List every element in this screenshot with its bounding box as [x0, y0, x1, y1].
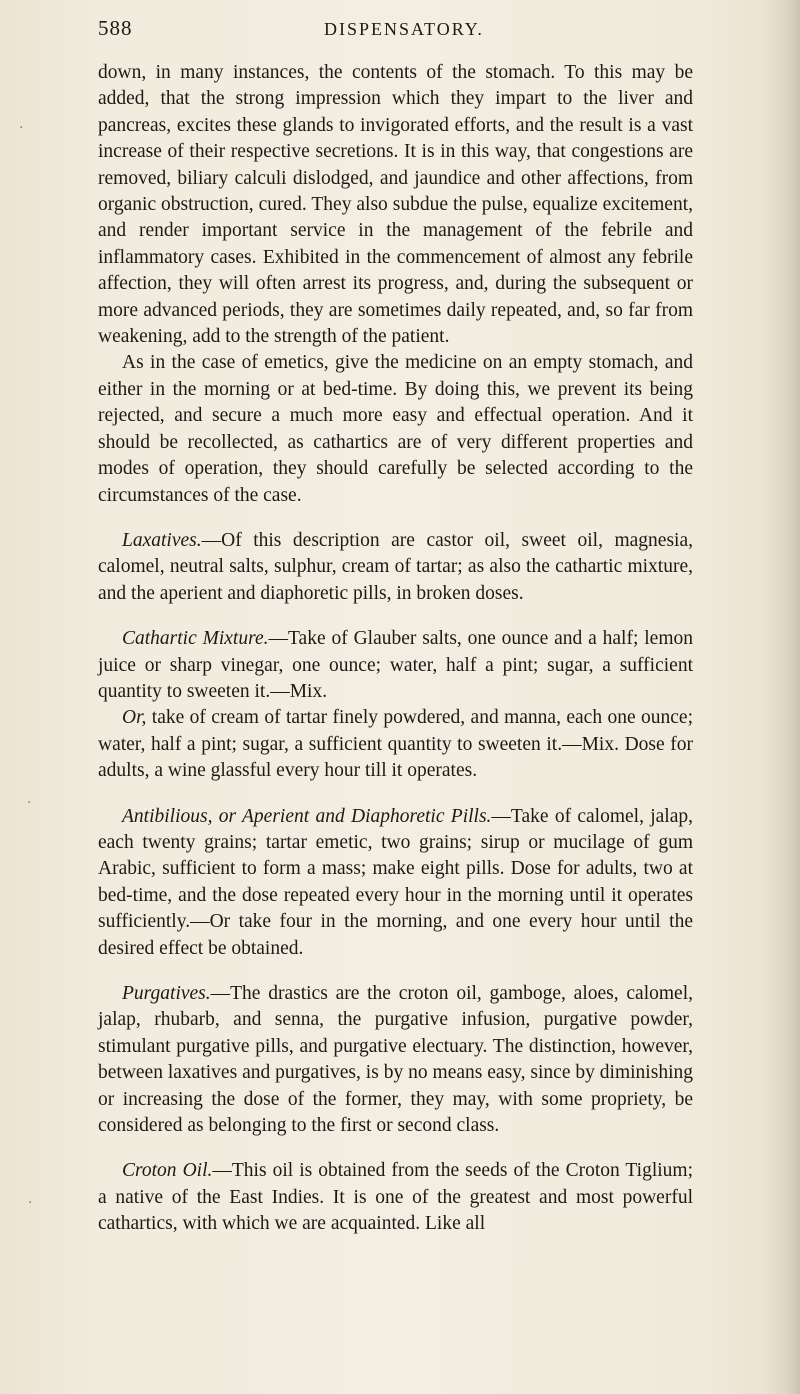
paragraph-croton-oil	[98, 1158, 693, 1237]
margin-speck: ·	[19, 120, 24, 136]
paragraph-cathartic-effects	[98, 60, 693, 350]
paragraph-text: —Of this description are castor oil, sweet oil, magnesia, calomel, neutral salts, sulphur, cream of tartar; as also the cathartic mixture, and the aperient and diaphoretic pills, in broken doses.	[98, 529, 693, 604]
section-heading: Antibilious, or Aperient and Diaphoretic Pills.	[122, 805, 492, 827]
paragraph-antibilious-pills	[98, 804, 693, 962]
section-heading: Laxatives.	[122, 529, 202, 551]
paragraph-laxatives	[98, 528, 693, 607]
section-heading: Or,	[122, 707, 147, 729]
paragraph-text: down, in many instances, the contents of the stomach. To this may be added, that the strong impression which they impart to the liver and pancreas, excites these glands to invigorated efforts, and the result is a vast increase of their respective secretions. It is in this way, that congestions are removed, biliary calculi dislodged, and jaundice and other affections, from organic obstruction, cured. They also subdue the pulse, equalize excitement, and render important service in the management of the febrile and inflammatory cases. Exhibited in the commencement of almost any febrile affection, they will often arrest its progress, and, during the subsequent or more advanced periods, they are sometimes daily repeated, and, so far from weakening, add to the strength of the patient.	[98, 62, 693, 348]
paragraph-text: take of cream of tartar finely powdered, and manna, each one ounce; water, half a pint; sugar, a sufficient quantity to sweeten it.—Mix. Dose for adults, a wine glassful every hour till it operates.	[98, 707, 693, 782]
section-heading: Cathartic Mixture.	[122, 628, 269, 650]
margin-speck: ·	[28, 1195, 33, 1211]
paragraph-administration	[98, 350, 693, 508]
section-heading: Purgatives.	[122, 983, 211, 1004]
paragraph-text: —Take of calomel, jalap, each twenty grains; tartar emetic, two grains; sirup or mucilage of gum Arabic, sufficient to form a mass; make eight pills. Dose for adults, two at bed-time, and the dose repeated every hour in the morning until it operates sufficiently.—Or take four in the morning, and one every hour until the desired effect be obtained.	[98, 805, 694, 959]
section-heading: Croton Oil.	[122, 1160, 213, 1182]
paragraph-text: —The drastics are the croton oil, gamboge, aloes, calomel, jalap, rhubarb, and senna, the purgative infusion, purgative powder, stimulant purgative pills, and purgative electuary. The distinction, however, between laxatives and purgatives, is by no means easy, since by diminishing or increasing the dose of the former, they may, with some propriety, be considered as belonging to the first or second class.	[98, 983, 693, 1137]
running-head: DISPENSATORY.	[324, 19, 484, 39]
paragraph-cathartic-mixture	[98, 626, 693, 705]
page-edge-shadow	[766, 0, 800, 1394]
paragraph-purgatives	[98, 981, 693, 1139]
body-text	[98, 60, 693, 1238]
paragraph-text: As in the case of emetics, give the medicine on an empty stomach, and either in the morning or at bed-time. By doing this, we prevent its being rejected, and secure a much more easy and effectual operation. And it should be recollected, as cathartics are of very different properties and modes of operation, they should carefully be selected according to the circumstances of the case.	[98, 352, 693, 506]
page-header	[98, 10, 698, 50]
margin-speck: ·	[27, 795, 32, 811]
paragraph-text: —Take of Glauber salts, one ounce and a half; lemon juice or sharp vinegar, one ounce; water, half a pint; sugar, a sufficient quantity to sweeten it.—Mix.	[98, 628, 693, 702]
paragraph-alternate-mixture	[98, 705, 693, 784]
page-number: 588	[98, 16, 133, 40]
paragraph-text: —This oil is obtained from the seeds of the Croton Tiglium; a native of the East Indies. It is one of the greatest and most powerful cathartics, with which we are acquainted. Like all	[98, 1160, 693, 1235]
